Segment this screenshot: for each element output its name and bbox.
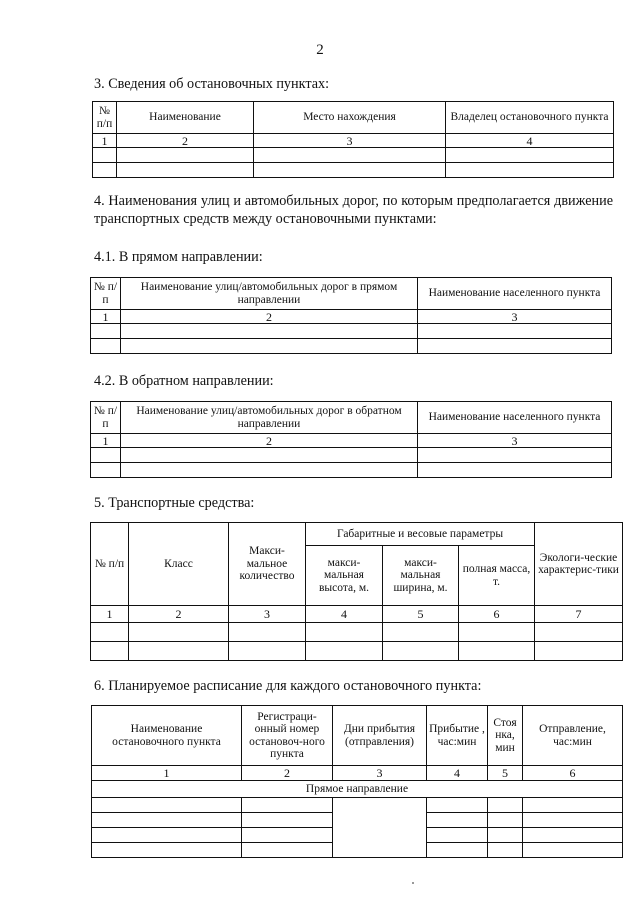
table-row <box>91 623 623 642</box>
col-number: 6 <box>459 606 535 623</box>
table-row <box>93 163 614 178</box>
col-header-max-quantity: Макси-мальное количество <box>229 523 306 606</box>
table-row <box>91 448 612 463</box>
col-header-ecology: Экологи-ческие характерис-тики <box>535 523 623 606</box>
col-number: 1 <box>92 766 242 781</box>
col-number: 7 <box>535 606 623 623</box>
col-header-name: Наименование <box>117 102 254 134</box>
col-header-max-height: макси-мальная высота, м. <box>306 546 383 606</box>
col-header-roads: Наименование улиц/автомобильных дорог в прямом направлении <box>121 278 418 310</box>
table-row <box>91 642 623 661</box>
col-header-days: Дни прибытия (отправления) <box>333 706 427 766</box>
col-header-settlement: Наименование населенного пункта <box>418 278 612 310</box>
col-header-stop-duration: Стоя нка, мин <box>488 706 523 766</box>
col-number: 3 <box>333 766 427 781</box>
section-3-heading: 3. Сведения об остановочных пунктах: <box>94 76 330 92</box>
col-header-dimensions-group: Габаритные и весовые параметры <box>306 523 535 546</box>
col-number: 1 <box>93 134 117 148</box>
col-number: 3 <box>418 310 612 324</box>
col-header-stop-name: Наименование остановочного пункта <box>92 706 242 766</box>
col-number: 3 <box>254 134 446 148</box>
col-number: 1 <box>91 310 121 324</box>
vehicles-table <box>90 522 623 661</box>
col-number: 1 <box>91 606 129 623</box>
col-number: 2 <box>121 434 418 448</box>
col-number: 4 <box>306 606 383 623</box>
col-header-gross-mass: полная масса, т. <box>459 546 535 606</box>
page-number: 2 <box>316 42 324 58</box>
section-5-heading: 5. Транспортные средства: <box>94 495 255 511</box>
col-number: 5 <box>488 766 523 781</box>
col-number: 3 <box>418 434 612 448</box>
col-number: 6 <box>523 766 623 781</box>
col-header-number: № п/п <box>91 402 121 434</box>
col-number: 3 <box>229 606 306 623</box>
col-header-owner: Владелец остановочного пункта <box>446 102 614 134</box>
table-row <box>93 148 614 163</box>
col-number: 1 <box>91 434 121 448</box>
col-header-reg-number: Регистраци-онный номер остановоч-ного пункта <box>242 706 333 766</box>
col-number: 4 <box>446 134 614 148</box>
col-header-number: № п/п <box>93 102 117 134</box>
col-header-number: № п/п <box>91 523 129 606</box>
col-header-departure: Отправление, час:мин <box>523 706 623 766</box>
schedule-table <box>91 705 623 858</box>
col-header-class: Класс <box>129 523 229 606</box>
col-number: 5 <box>383 606 459 623</box>
section-4-paragraph: 4. Наименования улиц и автомобильных дорог, по которым предполагается движение транспортных средств между остановочными пунктами: <box>94 193 613 227</box>
reverse-roads-table <box>90 401 612 478</box>
section-6-heading: 6. Планируемое расписание для каждого остановочного пункта: <box>94 678 482 694</box>
col-header-location: Место нахождения <box>254 102 446 134</box>
section-4-1-heading: 4.1. В прямом направлении: <box>94 249 263 265</box>
forward-roads-table <box>90 277 612 354</box>
table-row <box>91 463 612 478</box>
col-number: 4 <box>427 766 488 781</box>
col-header-max-width: макси-мальная ширина, м. <box>383 546 459 606</box>
table-row <box>91 339 612 354</box>
stops-table <box>92 101 614 178</box>
section-4-2-heading: 4.2. В обратном направлении: <box>94 373 274 389</box>
col-header-number: № п/п <box>91 278 121 310</box>
table-row <box>91 324 612 339</box>
col-number: 2 <box>121 310 418 324</box>
table-row <box>92 798 623 813</box>
scan-speck <box>412 882 414 884</box>
col-header-settlement: Наименование населенного пункта <box>418 402 612 434</box>
col-header-roads: Наименование улиц/автомобильных дорог в обратном направлении <box>121 402 418 434</box>
col-number: 2 <box>117 134 254 148</box>
col-number: 2 <box>242 766 333 781</box>
col-number: 2 <box>129 606 229 623</box>
col-header-arrival: Прибытие , час:мин <box>427 706 488 766</box>
direction-label: Прямое направление <box>92 781 623 798</box>
